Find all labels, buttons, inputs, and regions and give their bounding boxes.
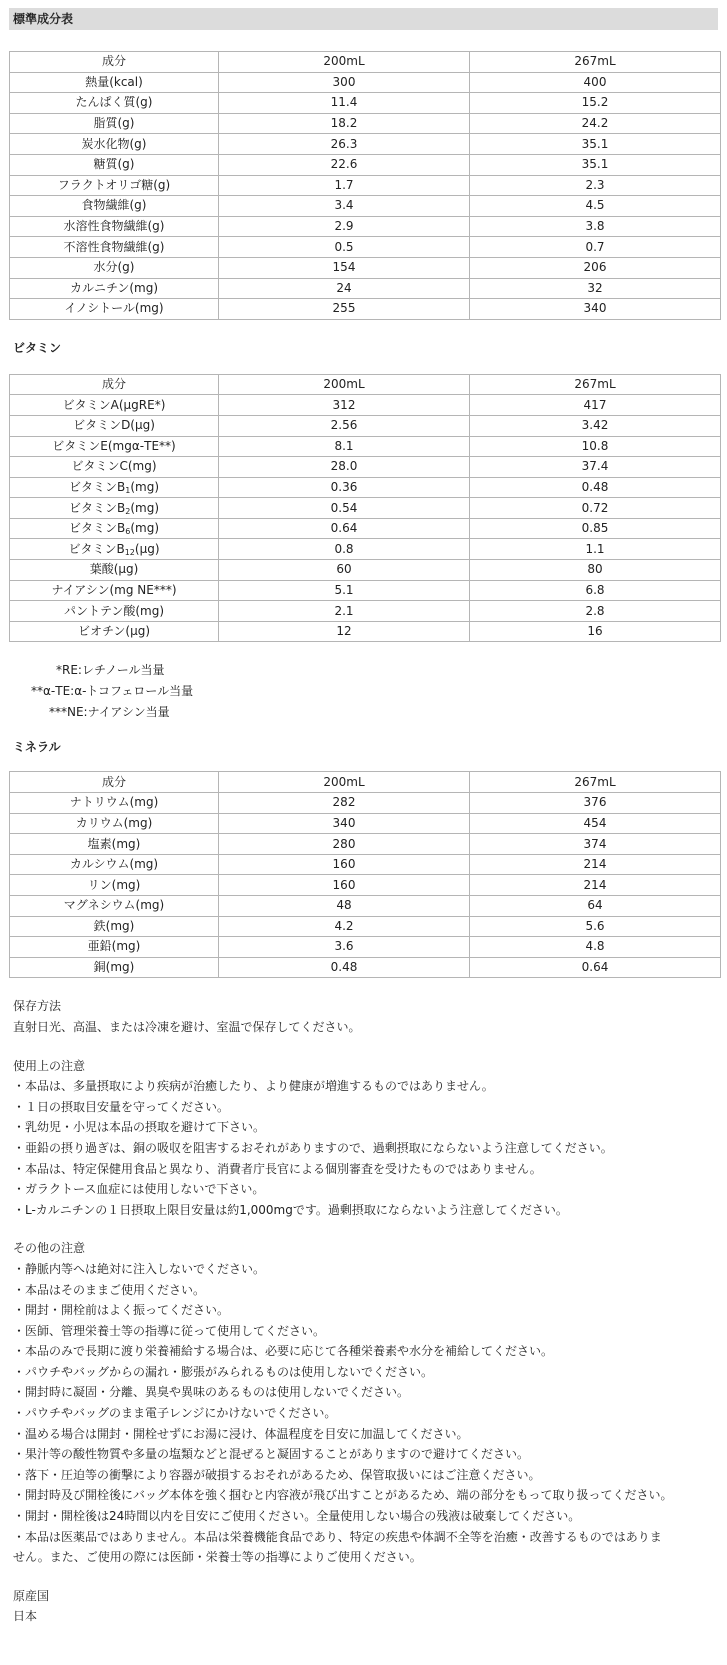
nutrient-value: 214 (470, 854, 721, 875)
table-row (10, 601, 721, 622)
standard-section-title: 標準成分表 (9, 8, 718, 30)
nutrient-value: 32 (470, 278, 721, 299)
nutrient-value: 214 (470, 875, 721, 896)
caution-line: ・パウチやバッグのまま電子レンジにかけないでください。 (13, 1406, 337, 1421)
nutrient-value: 26.3 (219, 134, 470, 155)
table-row (10, 518, 721, 539)
nutrient-name-prefix: ビタミンB (69, 479, 126, 494)
nutrient-value: 24.2 (470, 113, 721, 134)
caution-line: ・パウチやバッグからの漏れ・膨張がみられるものは使用しないでください。 (13, 1364, 434, 1379)
nutrient-name: マグネシウム(mg) (10, 896, 219, 917)
nutrient-value: 0.72 (470, 498, 721, 519)
other-title: その他の注意 (13, 1241, 86, 1256)
nutrient-name: 銅(mg) (10, 957, 219, 978)
nutrient-name: フラクトオリゴ糖(g) (10, 175, 219, 196)
nutrient-value: 48 (219, 896, 470, 917)
nutrient-name: ビオチン(μg) (10, 621, 219, 642)
nutrient-value: 0.7 (470, 237, 721, 258)
nutrient-value: 0.5 (219, 237, 470, 258)
nutrient-value: 2.9 (219, 216, 470, 237)
caution-line: ・本品は、特定保健用食品と異なり、消費者庁長官による個別審査を受けたものではありません。 (13, 1161, 542, 1176)
table-row (10, 72, 721, 93)
table-row (10, 93, 721, 114)
table-header-cell: 成分 (10, 374, 219, 395)
table-row (10, 875, 721, 896)
nutrient-value: 28.0 (219, 457, 470, 478)
table-header-cell: 成分 (10, 52, 219, 73)
nutrient-value: 374 (470, 834, 721, 855)
caution-line: ・開封・開栓前はよく振ってください。 (13, 1303, 230, 1318)
nutrient-value: 340 (470, 299, 721, 320)
storage-text: 直射日光、高温、または冷凍を避け、室温で保存してください。 (13, 1019, 361, 1034)
nutrient-name: ビタミンD(μg) (10, 415, 219, 436)
nutrient-name-unit: (mg) (130, 479, 159, 494)
caution-line: ・静脈内等へは絶対に注入しないでください。 (13, 1261, 266, 1276)
nutrient-name: ビタミンE(mgα-TE**) (10, 436, 219, 457)
nutrient-name: ビタミンA(μgRE*) (10, 395, 219, 416)
nutrient-value: 340 (219, 813, 470, 834)
storage-title: 保存方法 (13, 999, 62, 1014)
table-row (10, 154, 721, 175)
nutrient-name: 食物繊維(g) (10, 196, 219, 217)
nutrient-value: 35.1 (470, 134, 721, 155)
table-header-row (10, 374, 721, 395)
table-header-cell: 267mL (470, 772, 721, 793)
table-row (10, 957, 721, 978)
nutrient-value: 2.8 (470, 601, 721, 622)
nutrient-name: 水溶性食物繊維(g) (10, 216, 219, 237)
usage-title: 使用上の注意 (13, 1058, 86, 1073)
nutrient-name: 炭水化物(g) (10, 134, 219, 155)
nutrient-value: 3.6 (219, 937, 470, 958)
nutrient-value: 454 (470, 813, 721, 834)
footnote-re: *RE:レチノール当量 (56, 663, 165, 678)
nutrient-value: 24 (219, 278, 470, 299)
caution-line: ・乳幼児・小児は本品の摂取を避けて下さい。 (13, 1120, 266, 1135)
nutrient-value: 2.3 (470, 175, 721, 196)
table-row (10, 395, 721, 416)
nutrient-value: 37.4 (470, 457, 721, 478)
caution-line: ・開封時及び開栓後にバッグ本体を強く掴むと内容液が飛び出すことがあるため、端の部分をもって取り扱ってください。 (13, 1488, 673, 1503)
nutrient-name (10, 518, 219, 539)
caution-line: ・１日の摂取目安量を守ってください。 (13, 1099, 230, 1114)
caution-line: ・L-カルニチンの１日摂取上限目安量は約1,000mgです。過剰摂取にならないよう注意してください。 (13, 1202, 568, 1217)
nutrient-value: 0.54 (219, 498, 470, 519)
nutrient-value: 154 (219, 257, 470, 278)
nutrient-value: 0.48 (470, 477, 721, 498)
nutrient-value: 64 (470, 896, 721, 917)
table-row (10, 113, 721, 134)
caution-line: ・開封・開栓後は24時間以内を目安にご使用ください。全量使用しない場合の残液は破棄してください。 (13, 1509, 581, 1524)
table-row (10, 813, 721, 834)
caution-line: ・開封時に凝固・分離、異臭や異味のあるものは使用しないでください。 (13, 1385, 410, 1400)
nutrient-value: 0.85 (470, 518, 721, 539)
storage-section (9, 996, 718, 1037)
table-row (10, 216, 721, 237)
nutrient-name: カリウム(mg) (10, 813, 219, 834)
nutrient-value: 4.8 (470, 937, 721, 958)
nutrient-name: 不溶性食物繊維(g) (10, 237, 219, 258)
mineral-section-title: ミネラル (13, 740, 61, 755)
vitamin-section-title: ビタミン (13, 340, 62, 355)
nutrient-value: 0.64 (470, 957, 721, 978)
nutrient-value: 60 (219, 560, 470, 581)
nutrient-value: 160 (219, 875, 470, 896)
nutrient-name: カルニチン(mg) (10, 278, 219, 299)
product-info-page (0, 8, 727, 1627)
table-row (10, 457, 721, 478)
caution-line: ・本品は、多量摂取により疾病が治癒したり、より健康が増進するものではありません。 (13, 1079, 494, 1094)
nutrient-value: 280 (219, 834, 470, 855)
nutrient-value: 10.8 (470, 436, 721, 457)
table-row (10, 175, 721, 196)
nutrient-name-subscript: 12 (124, 547, 135, 557)
origin-title: 原産国 (13, 1588, 50, 1603)
nutrient-name-subscript: 6 (125, 527, 131, 537)
nutrient-value: 35.1 (470, 154, 721, 175)
nutrient-name: ビタミンC(mg) (10, 457, 219, 478)
nutrient-value: 15.2 (470, 93, 721, 114)
footnote-ne: ***NE:ナイアシン当量 (49, 705, 170, 720)
caution-line: ・本品は医薬品ではありません。本品は栄養機能食品であり、特定の疾患や体調不全等を治癒・改善するものではありま (13, 1529, 662, 1544)
nutrient-name (10, 498, 219, 519)
caution-line: せん。また、ご使用の際には医師・栄養士等の指導によりご使用ください。 (13, 1550, 422, 1565)
caution-line: ・ガラクトース血症には使用しないで下さい。 (13, 1182, 265, 1197)
table-row (10, 257, 721, 278)
nutrient-value: 0.64 (219, 518, 470, 539)
table-row (10, 621, 721, 642)
table-row (10, 134, 721, 155)
nutrient-name: 熱量(kcal) (10, 72, 219, 93)
table-row (10, 560, 721, 581)
nutrient-value: 22.6 (219, 154, 470, 175)
nutrient-name: ナトリウム(mg) (10, 793, 219, 814)
nutrient-value: 12 (219, 621, 470, 642)
nutrient-value: 1.1 (470, 539, 721, 560)
footnote-te: **α-TE:α-トコフェロール当量 (31, 684, 194, 699)
table-header-cell: 200mL (219, 52, 470, 73)
caution-line: ・温める場合は開封・開栓せずにお湯に浸け、体温程度を目安に加温してください。 (13, 1426, 469, 1441)
table-row (10, 299, 721, 320)
nutrient-value: 2.56 (219, 415, 470, 436)
nutrient-value: 1.7 (219, 175, 470, 196)
usage-section (9, 1056, 718, 1221)
table-row (10, 415, 721, 436)
nutrient-name: たんぱく質(g) (10, 93, 219, 114)
nutrient-value: 3.42 (470, 415, 721, 436)
vitamin-footnotes (9, 660, 718, 723)
origin-section (9, 1586, 718, 1627)
table-header-cell: 成分 (10, 772, 219, 793)
nutrient-value: 6.8 (470, 580, 721, 601)
nutrient-value: 16 (470, 621, 721, 642)
nutrient-value: 11.4 (219, 93, 470, 114)
table-header-row (10, 52, 721, 73)
nutrient-name: 脂質(g) (10, 113, 219, 134)
nutrient-value: 5.6 (470, 916, 721, 937)
table-header-cell: 200mL (219, 772, 470, 793)
table-row (10, 477, 721, 498)
nutrient-value: 300 (219, 72, 470, 93)
nutrient-value: 18.2 (219, 113, 470, 134)
caution-line: ・本品のみで長期に渡り栄養補給する場合は、必要に応じて各種栄養素や水分を補給してください。 (13, 1344, 554, 1359)
table-header-cell: 267mL (470, 52, 721, 73)
table-row (10, 539, 721, 560)
other-section (9, 1238, 718, 1568)
nutrient-value: 8.1 (219, 436, 470, 457)
table-row (10, 916, 721, 937)
nutrient-name-unit: (μg) (134, 541, 160, 556)
nutrient-name: 糖質(g) (10, 154, 219, 175)
nutrient-value: 4.2 (219, 916, 470, 937)
nutrient-name: 亜鉛(mg) (10, 937, 219, 958)
nutrient-value: 206 (470, 257, 721, 278)
nutrient-name: パントテン酸(mg) (10, 601, 219, 622)
nutrient-value: 0.8 (219, 539, 470, 560)
caution-line: ・落下・圧迫等の衝撃により容器が破損するおそれがあるため、保管取扱いにはご注意ください。 (13, 1467, 541, 1482)
nutrient-name-prefix: ビタミンB (69, 500, 126, 515)
table-row (10, 793, 721, 814)
nutrient-value: 5.1 (219, 580, 470, 601)
nutrient-name-unit: (mg) (130, 521, 159, 536)
standard-table (9, 51, 721, 320)
nutrient-value: 3.8 (470, 216, 721, 237)
nutrient-value: 376 (470, 793, 721, 814)
nutrient-value: 0.48 (219, 957, 470, 978)
nutrient-value: 255 (219, 299, 470, 320)
nutrient-value: 0.36 (219, 477, 470, 498)
nutrient-value: 417 (470, 395, 721, 416)
table-header-cell: 200mL (219, 374, 470, 395)
nutrient-value: 3.4 (219, 196, 470, 217)
table-header-row (10, 772, 721, 793)
nutrient-value: 2.1 (219, 601, 470, 622)
mineral-table (9, 771, 721, 978)
nutrient-value: 4.5 (470, 196, 721, 217)
nutrient-name: 葉酸(μg) (10, 560, 219, 581)
nutrient-name: 水分(g) (10, 257, 219, 278)
table-row (10, 896, 721, 917)
nutrient-name-prefix: ビタミンB (68, 541, 125, 556)
table-row (10, 937, 721, 958)
table-row (10, 498, 721, 519)
nutrient-value: 160 (219, 854, 470, 875)
nutrient-name: ナイアシン(mg NE***) (10, 580, 219, 601)
nutrient-name: カルシウム(mg) (10, 854, 219, 875)
caution-line: ・本品はそのままご使用ください。 (13, 1282, 206, 1297)
nutrient-name-subscript: 2 (125, 506, 131, 516)
nutrient-name-prefix: ビタミンB (69, 521, 126, 536)
table-row (10, 580, 721, 601)
nutrient-name: 塩素(mg) (10, 834, 219, 855)
nutrient-value: 80 (470, 560, 721, 581)
nutrient-name (10, 477, 219, 498)
nutrient-name: イノシトール(mg) (10, 299, 219, 320)
table-row (10, 196, 721, 217)
table-row (10, 834, 721, 855)
nutrient-name-subscript: 1 (125, 485, 131, 495)
caution-line: ・果汁等の酸性物質や多量の塩類などと混ぜると凝固することがありますので避けてください。 (13, 1447, 530, 1462)
nutrient-name: リン(mg) (10, 875, 219, 896)
nutrient-value: 282 (219, 793, 470, 814)
origin-text: 日本 (13, 1609, 38, 1624)
nutrient-name-unit: (mg) (130, 500, 159, 515)
table-header-cell: 267mL (470, 374, 721, 395)
table-row (10, 278, 721, 299)
caution-line: ・亜鉛の摂り過ぎは、銅の吸収を阻害するおそれがありますので、過剰摂取にならないよう注意してください。 (13, 1140, 613, 1155)
nutrient-name: 鉄(mg) (10, 916, 219, 937)
nutrient-name (10, 539, 219, 560)
vitamin-table (9, 374, 721, 643)
nutrient-value: 312 (219, 395, 470, 416)
table-row (10, 237, 721, 258)
nutrient-value: 400 (470, 72, 721, 93)
caution-line: ・医師、管理栄養士等の指導に従って使用してください。 (13, 1323, 326, 1338)
table-row (10, 854, 721, 875)
table-row (10, 436, 721, 457)
